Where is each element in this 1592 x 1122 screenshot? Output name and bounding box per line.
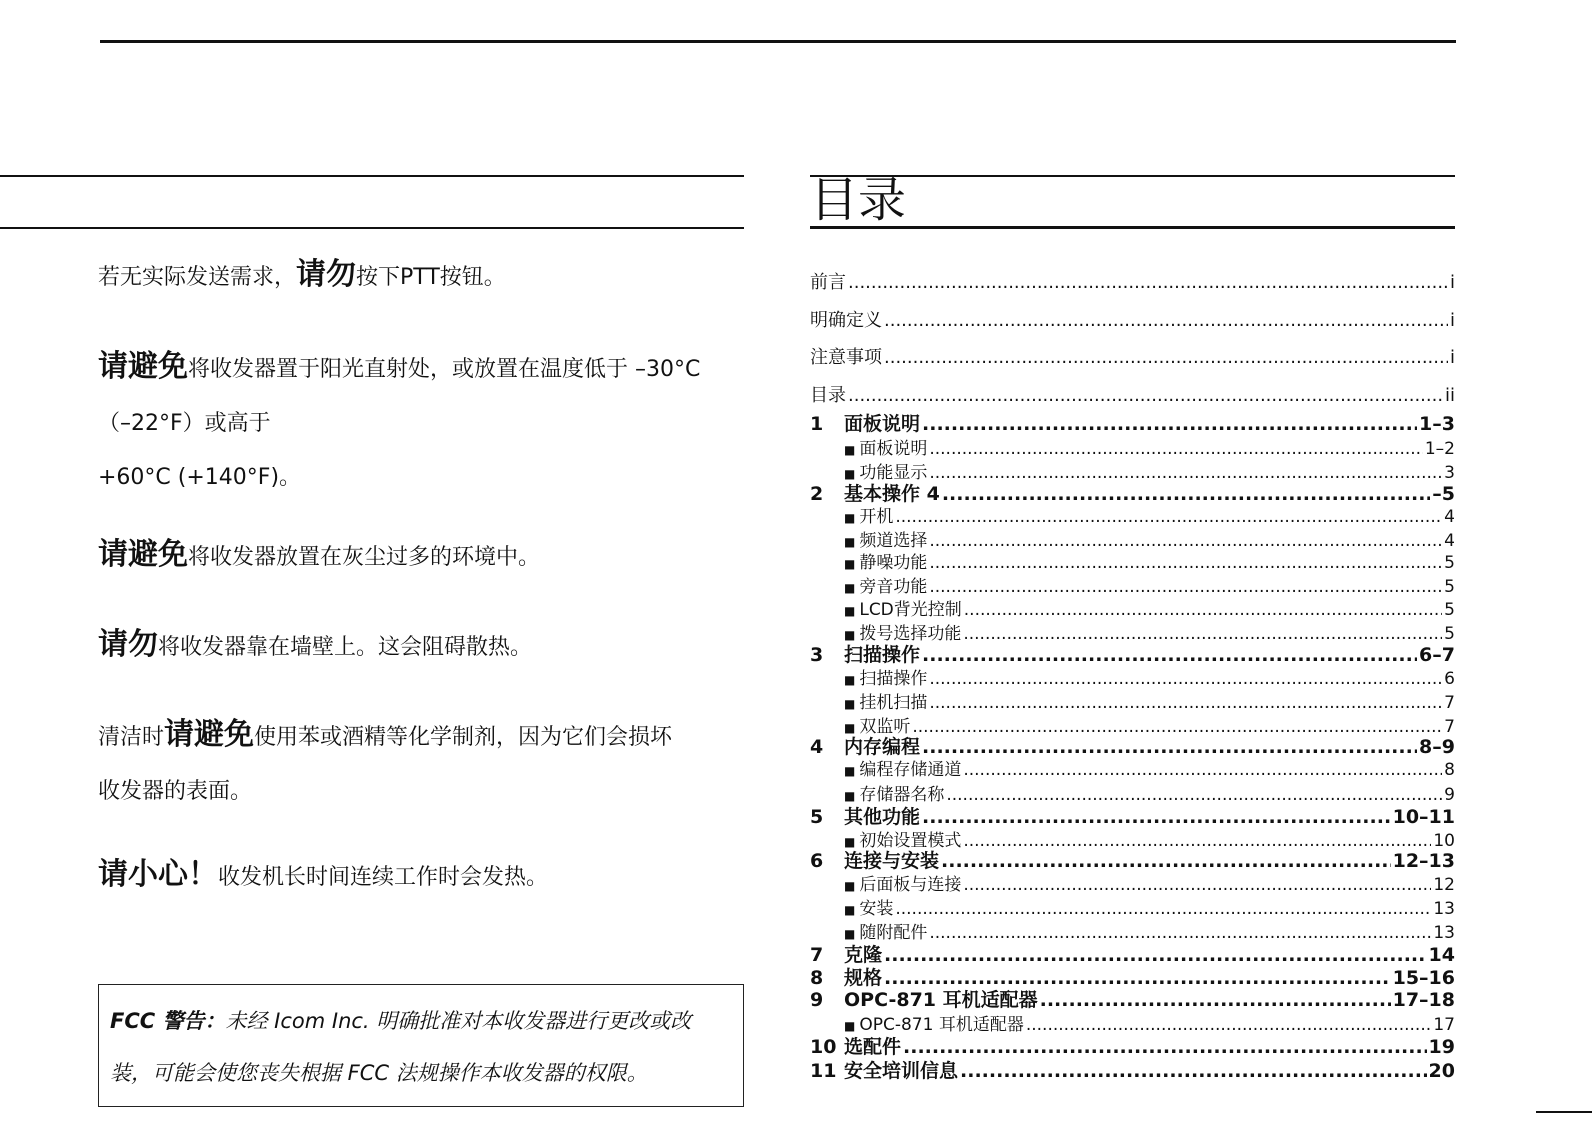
toc-dot-leader: [1026, 1015, 1432, 1035]
toc-entry[interactable]: [810, 577, 1455, 598]
precaution-text: 将收发器置于阳光直射处，或放置在温度低于 –30°C: [188, 357, 701, 382]
toc-entry[interactable]: [810, 831, 1455, 852]
toc-entry[interactable]: [810, 967, 1455, 989]
toc-dot-leader: [942, 483, 1430, 505]
toc-dot-leader: [848, 272, 1448, 294]
toc-dot-leader: [922, 644, 1417, 666]
toc-entry-page: 5: [1444, 624, 1455, 644]
toc-entry-page: i: [1449, 347, 1455, 368]
toc-entry[interactable]: [810, 439, 1455, 460]
toc-dot-leader: [884, 967, 1391, 989]
toc-entry-page: 8–9: [1419, 736, 1455, 758]
toc-entry-title: LCD背光控制: [859, 600, 962, 620]
bullet-icon: ■: [844, 581, 856, 595]
toc-dot-leader: [964, 600, 1442, 620]
toc-entry-title: 安全培训信息: [844, 1060, 959, 1082]
precaution-emphasis: 请避免: [98, 537, 188, 572]
toc-entry-title: 存储器名称: [859, 785, 945, 805]
toc-entry-page: i: [1449, 310, 1455, 331]
toc-entry-page: 13: [1433, 899, 1455, 919]
fcc-warning-box: [98, 984, 744, 1107]
toc-entry-number: 4: [810, 736, 824, 758]
bullet-icon: ■: [844, 1019, 856, 1033]
bullet-icon: ■: [844, 903, 856, 917]
toc-dot-leader: [929, 531, 1442, 551]
toc-dot-leader: [929, 553, 1442, 573]
toc-entry-page: 4: [1444, 507, 1455, 527]
toc-entry[interactable]: [810, 850, 1455, 872]
toc-dot-leader: [941, 850, 1391, 872]
toc-entry[interactable]: [810, 806, 1455, 828]
toc-dot-leader: [960, 1060, 1427, 1082]
precaution-text: 收发器的表面。: [98, 779, 253, 804]
toc-entry-number: 3: [810, 644, 824, 666]
toc-entry[interactable]: [810, 531, 1455, 552]
precaution-text: 将收发器靠在墙壁上。这会阻碍散热。: [158, 635, 533, 660]
toc-entry-title: 基本操作 4: [844, 483, 940, 505]
bullet-icon: ■: [844, 604, 856, 618]
toc-entry-title: 内存编程: [844, 736, 921, 758]
toc-entry[interactable]: [810, 785, 1455, 806]
toc-entry-title: 选配件: [844, 1036, 902, 1058]
bullet-icon: ■: [844, 557, 856, 571]
precaution-wall: [98, 618, 532, 675]
toc-dot-leader: [929, 669, 1442, 689]
toc-entry[interactable]: [810, 624, 1455, 645]
bullet-icon: ■: [844, 879, 856, 893]
toc-entry-page: 10–11: [1392, 806, 1455, 828]
toc-entry-page: 9: [1444, 785, 1455, 805]
toc-entry-title: 连接与安装: [844, 850, 940, 872]
toc-entry-title: 规格: [844, 967, 883, 989]
toc-entry-page: 6: [1444, 669, 1455, 689]
precaution-text: 按下PTT按钮。: [356, 265, 506, 290]
toc-dot-leader: [884, 347, 1448, 369]
toc-entry[interactable]: [810, 347, 1455, 369]
toc-entry-number: 1: [810, 413, 824, 435]
toc-entry-page: 20: [1428, 1060, 1455, 1082]
toc-entry[interactable]: [810, 944, 1455, 966]
toc-entry-title: OPC-871 耳机适配器: [859, 1015, 1024, 1035]
toc-entry-title: OPC-871 耳机适配器: [844, 989, 1038, 1011]
bullet-icon: ■: [844, 764, 856, 778]
fcc-warning-text: 装，可能会使您丧失根据 FCC 法规操作本收发器的权限。: [110, 1061, 648, 1085]
toc-entry-title: 随附配件: [859, 923, 928, 943]
toc-entry-title: 其他功能: [844, 806, 921, 828]
toc-title: 目录: [810, 172, 907, 228]
corner-rule: [1536, 1111, 1592, 1113]
bullet-icon: ■: [844, 789, 856, 803]
toc-dot-leader: [963, 624, 1442, 644]
precaution-text: +60°C (+140°F)。: [98, 465, 302, 490]
precaution-ptt: [98, 248, 506, 305]
precaution-text: 将收发器放置在灰尘过多的环境中。: [188, 545, 541, 570]
bullet-icon: ■: [844, 511, 856, 525]
bullet-icon: ■: [844, 443, 856, 457]
toc-entry[interactable]: [810, 507, 1455, 528]
fcc-warning-text: 未经 Icom Inc. 明确批准对本收发器进行更改或改: [225, 1009, 692, 1033]
toc-entry-title: 挂机扫描: [859, 693, 928, 713]
left-header-rule-top: [0, 175, 744, 177]
toc-dot-leader: [895, 507, 1442, 527]
toc-entry[interactable]: [810, 899, 1455, 920]
toc-entry-page: ii: [1444, 385, 1455, 406]
toc-entry-title: 功能显示: [859, 463, 928, 483]
precaution-temperature: [98, 340, 700, 505]
toc-entry[interactable]: [810, 385, 1455, 407]
toc-entry[interactable]: [810, 644, 1455, 666]
toc-entry[interactable]: [810, 553, 1455, 574]
toc-entry-number: 5: [810, 806, 824, 828]
bullet-icon: ■: [844, 697, 856, 711]
toc-entry[interactable]: [810, 1060, 1455, 1082]
toc-entry-page: 19: [1428, 1036, 1455, 1058]
toc-entry-title: 后面板与连接: [859, 875, 962, 895]
toc-entry[interactable]: [810, 1015, 1455, 1036]
toc-entry-number: 2: [810, 483, 824, 505]
toc-entry-page: i: [1449, 272, 1455, 293]
toc-entry-page: 12: [1433, 875, 1455, 895]
toc-entry-page: 1–2: [1424, 439, 1455, 459]
toc-entry-page: 14: [1428, 944, 1455, 966]
toc-dot-leader: [929, 693, 1442, 713]
precaution-emphasis: 请勿: [296, 257, 357, 292]
toc-dot-leader: [884, 944, 1427, 966]
toc-entry-page: 12–13: [1392, 850, 1455, 872]
toc-entry-title: 面板说明: [844, 413, 921, 435]
toc-dot-leader: [903, 1036, 1427, 1058]
toc-header-rule-top: [810, 175, 1455, 177]
toc-entry-page: 4: [1444, 531, 1455, 551]
toc-entry[interactable]: [810, 923, 1455, 944]
toc-entry[interactable]: [810, 760, 1455, 781]
toc-entry-title: 注意事项: [810, 347, 882, 368]
toc-entry-page: 5: [1444, 577, 1455, 597]
toc-dot-leader: [912, 717, 1442, 737]
toc-dot-leader: [929, 577, 1442, 597]
toc-entry-title: 旁音功能: [859, 577, 928, 597]
toc-entry-number: 8: [810, 967, 824, 989]
toc-entry-page: 3: [1444, 463, 1455, 483]
toc-entry-page: 7: [1444, 717, 1455, 737]
toc-dot-leader: [929, 923, 1431, 943]
precaution-text: 清洁时: [98, 725, 165, 750]
toc-entry-page: 7: [1444, 693, 1455, 713]
bullet-icon: ■: [844, 535, 856, 549]
bullet-icon: ■: [844, 835, 856, 849]
toc-entry-page: 5: [1444, 553, 1455, 573]
toc-dot-leader: [963, 831, 1431, 851]
precaution-text: 使用苯或酒精等化学制剂，因为它们会损坏: [254, 725, 673, 750]
toc-entry-page: 8: [1444, 760, 1455, 780]
fcc-warning-label: FCC 警告：: [110, 1009, 226, 1033]
top-rule: [100, 40, 1456, 43]
toc-entry-title: 目录: [810, 385, 846, 406]
toc-entry-title: 前言: [810, 272, 846, 293]
toc-dot-leader: [895, 899, 1431, 919]
toc-dot-leader: [929, 463, 1442, 483]
toc-entry-title: 安装: [859, 899, 894, 919]
toc-dot-leader: [922, 806, 1391, 828]
toc-entry-title: 静噪功能: [859, 553, 928, 573]
toc-entry-title: 开机: [859, 507, 894, 527]
toc-entry-number: 7: [810, 944, 824, 966]
toc-entry-page: 17–18: [1392, 989, 1455, 1011]
toc-entry-page: 6–7: [1419, 644, 1455, 666]
toc-entry-page: 15–16: [1392, 967, 1455, 989]
toc-entry[interactable]: [810, 483, 1455, 505]
precaution-emphasis: 请勿: [98, 627, 158, 662]
precaution-dust: [98, 528, 540, 585]
toc-entry[interactable]: [810, 463, 1455, 484]
toc-entry-title: 双监听: [859, 717, 911, 737]
toc-dot-leader: [922, 413, 1417, 435]
bullet-icon: ■: [844, 673, 856, 687]
toc-entry-page: 1–3: [1419, 413, 1455, 435]
precaution-text: 若无实际发送需求，: [98, 265, 297, 290]
bullet-icon: ■: [844, 721, 856, 735]
toc-entry-page: –5: [1432, 483, 1455, 505]
toc-entry-title: 初始设置模式: [859, 831, 962, 851]
toc-dot-leader: [963, 760, 1442, 780]
toc-entry[interactable]: [810, 600, 1455, 621]
toc-entry-page: 17: [1433, 1015, 1455, 1035]
left-header-rule-bottom: [0, 227, 744, 229]
toc-entry-number: 11: [810, 1060, 837, 1082]
toc-entry-title: 拨号选择功能: [859, 624, 962, 644]
toc-entry-title: 明确定义: [810, 310, 882, 331]
bullet-icon: ■: [844, 927, 856, 941]
toc-entry[interactable]: [810, 875, 1455, 896]
precaution-emphasis: 请避免: [164, 717, 255, 752]
toc-entry[interactable]: [810, 693, 1455, 714]
toc-entry[interactable]: [810, 669, 1455, 690]
precaution-heat: [98, 848, 548, 905]
precaution-text: （–22°F）或高于: [98, 411, 271, 436]
precaution-text: 收发机长时间连续工作时会发热。: [218, 865, 549, 890]
toc-entry-title: 频道选择: [859, 531, 928, 551]
toc-entry[interactable]: [810, 1036, 1455, 1058]
precaution-emphasis: 请小心！: [98, 857, 218, 892]
toc-entry-title: 克隆: [844, 944, 883, 966]
toc-dot-leader: [946, 785, 1442, 805]
toc-entry-title: 面板说明: [859, 439, 928, 459]
toc-entry[interactable]: [810, 717, 1455, 738]
precaution-cleaning: [98, 708, 672, 819]
bullet-icon: ■: [844, 628, 856, 642]
toc-entry-title: 编程存储通道: [859, 760, 962, 780]
bullet-icon: ■: [844, 467, 856, 481]
toc-dot-leader: [1040, 989, 1391, 1011]
toc-entry-title: 扫描操作: [859, 669, 928, 689]
toc-entry[interactable]: [810, 272, 1455, 294]
toc-entry[interactable]: [810, 736, 1455, 758]
toc-entry[interactable]: [810, 989, 1455, 1011]
toc-entry-number: 9: [810, 989, 824, 1011]
toc-dot-leader: [848, 385, 1443, 407]
toc-entry-page: 13: [1433, 923, 1455, 943]
toc-entry[interactable]: [810, 310, 1455, 332]
toc-entry-number: 10: [810, 1036, 837, 1058]
toc-entry-page: 5: [1444, 600, 1455, 620]
toc-header-rule-bottom: [810, 226, 1455, 229]
toc-dot-leader: [963, 875, 1431, 895]
toc-entry-number: 6: [810, 850, 824, 872]
precaution-emphasis: 请避免: [98, 349, 188, 384]
toc-dot-leader: [884, 310, 1448, 332]
toc-entry-page: 10: [1433, 831, 1455, 851]
toc-dot-leader: [929, 439, 1423, 459]
toc-dot-leader: [922, 736, 1417, 758]
toc-entry[interactable]: [810, 413, 1455, 435]
toc-entry-title: 扫描操作: [844, 644, 921, 666]
